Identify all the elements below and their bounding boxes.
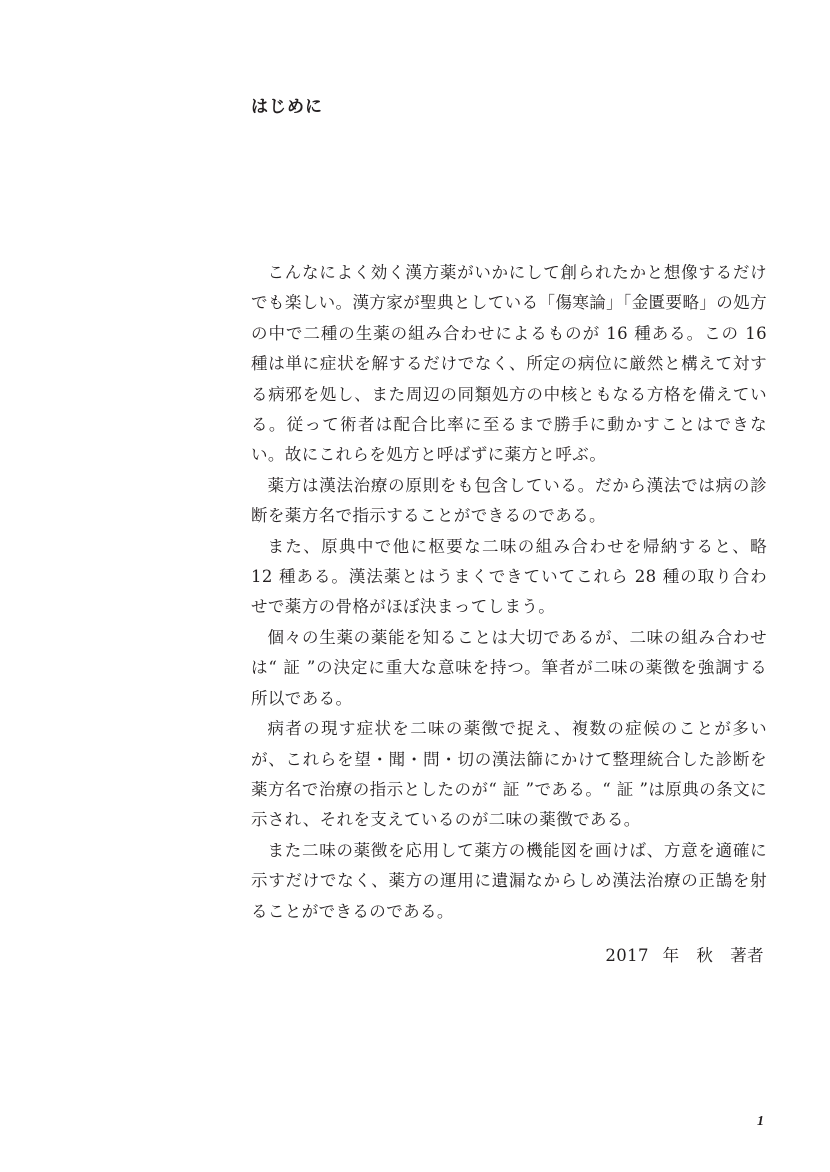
preface-body [251,258,767,927]
paragraph: また二味の薬徴を応用して薬方の機能図を画けば、方意を適確に示すだけでなく、薬方の運用に遺漏なからしめ漢法治療の正鵠を射ることができるのである。 [251,840,767,921]
paragraph: 病者の現す症状を二味の薬徴で捉え、複数の症候のことが多いが、これらを望・聞・問・切の漢法篩にかけて整理統合した診断を薬方名で治療の指示としたのが“ 証 ”である。“ 証 ”は原典の条文に示され、それを支えているのが二味の薬徴である。 [251,719,767,830]
author-signature: 2017 年 秋 著者 [605,946,764,965]
paragraph: 個々の生薬の薬能を知ることは大切であるが、二味の組み合わせは“ 証 ”の決定に重大な意味を持つ。筆者が二味の薬徴を強調する所以である。 [251,627,767,708]
paragraph: 薬方は漢法治療の原則をも包含している。だから漢法では病の診断を薬方名で指示することができるのである。 [251,475,767,526]
paragraph: また、原典中で他に枢要な二味の組み合わせを帰納すると、略 12 種ある。漢法薬とはうまくできていてこれら 28 種の取り合わせで薬方の骨格がほぼ決まってしまう。 [251,536,767,617]
page-number: 1 [757,1114,764,1129]
page-title: はじめに [251,97,323,117]
paragraph: こんなによく効く漢方薬がいかにして創られたかと想像するだけでも楽しい。漢方家が聖典としている「傷寒論」「金匱要略」の処方の中で二種の生薬の組み合わせによるものが 16 種ある。この 16 種は単に症状を解するだけでなく、所定の病位に厳然と構えて対する病邪を処し、また周辺の同類処方の中核ともなる方格を備えている。従って術者は配合比率に至るまで勝手に動かすことはできない。故にこれらを処方と呼ばずに薬方と呼ぶ。 [251,263,767,465]
